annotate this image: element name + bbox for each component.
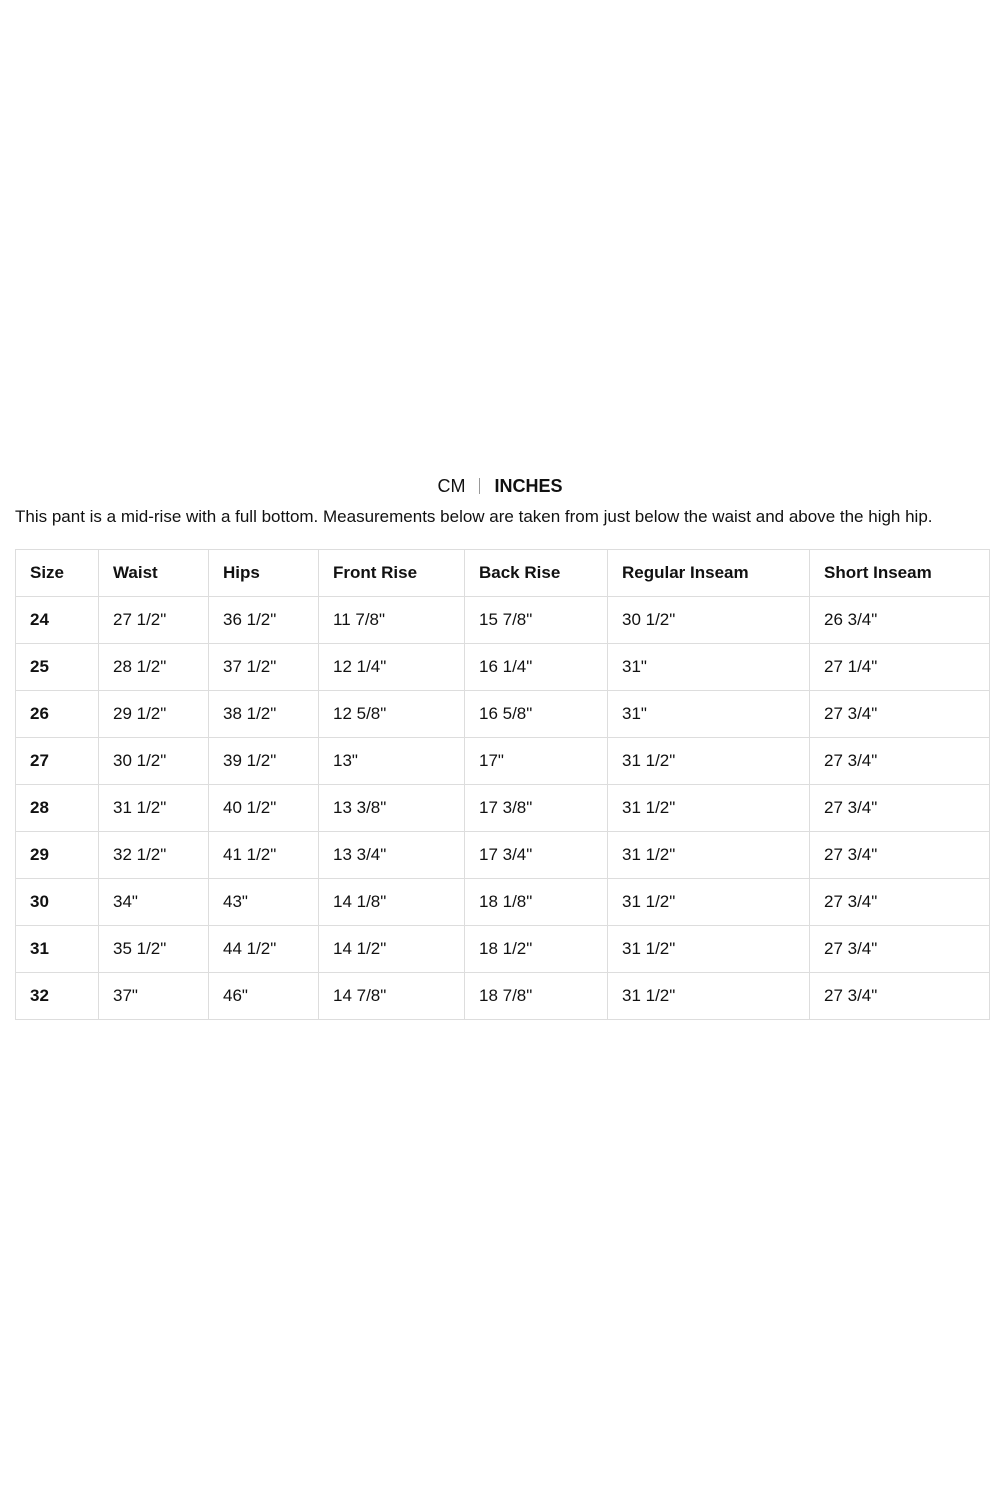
back-rise-cell: 15 7/8" [465,597,608,644]
back-rise-cell: 18 1/8" [465,879,608,926]
regular-inseam-cell: 31 1/2" [608,926,810,973]
back-rise-cell: 17 3/8" [465,785,608,832]
short-inseam-cell: 27 3/4" [810,926,990,973]
back-rise-cell: 18 1/2" [465,926,608,973]
unit-toggle-cm[interactable]: CM [437,476,466,497]
hips-cell: 39 1/2" [209,738,319,785]
waist-cell: 32 1/2" [99,832,209,879]
hips-cell: 44 1/2" [209,926,319,973]
short-inseam-cell: 27 3/4" [810,832,990,879]
column-header-hips: Hips [209,550,319,597]
hips-cell: 46" [209,973,319,1020]
size-cell: 24 [16,597,99,644]
hips-cell: 38 1/2" [209,691,319,738]
column-header-front-rise: Front Rise [319,550,465,597]
column-header-size: Size [16,550,99,597]
size-cell: 32 [16,973,99,1020]
regular-inseam-cell: 31" [608,644,810,691]
back-rise-cell: 17 3/4" [465,832,608,879]
front-rise-cell: 13 3/4" [319,832,465,879]
table-row [16,691,990,738]
short-inseam-cell: 27 3/4" [810,738,990,785]
short-inseam-cell: 27 3/4" [810,691,990,738]
front-rise-cell: 12 1/4" [319,644,465,691]
waist-cell: 35 1/2" [99,926,209,973]
back-rise-cell: 16 5/8" [465,691,608,738]
regular-inseam-cell: 31 1/2" [608,879,810,926]
waist-cell: 30 1/2" [99,738,209,785]
hips-cell: 43" [209,879,319,926]
column-header-regular-inseam: Regular Inseam [608,550,810,597]
front-rise-cell: 14 1/8" [319,879,465,926]
regular-inseam-cell: 31" [608,691,810,738]
waist-cell: 37" [99,973,209,1020]
size-cell: 28 [16,785,99,832]
waist-cell: 27 1/2" [99,597,209,644]
column-header-short-inseam: Short Inseam [810,550,990,597]
regular-inseam-cell: 31 1/2" [608,785,810,832]
unit-toggle-separator [479,478,480,494]
hips-cell: 36 1/2" [209,597,319,644]
front-rise-cell: 13" [319,738,465,785]
table-row [16,879,990,926]
table-row [16,832,990,879]
front-rise-cell: 14 7/8" [319,973,465,1020]
table-header-row [16,550,990,597]
short-inseam-cell: 27 1/4" [810,644,990,691]
size-cell: 31 [16,926,99,973]
column-header-waist: Waist [99,550,209,597]
size-chart-description: This pant is a mid-rise with a full bottom. Measurements below are taken from just below the waist and above the high hip. [15,507,933,526]
unit-toggle-inches[interactable]: INCHES [494,476,563,497]
front-rise-cell: 13 3/8" [319,785,465,832]
front-rise-cell: 12 5/8" [319,691,465,738]
size-cell: 29 [16,832,99,879]
front-rise-cell: 14 1/2" [319,926,465,973]
regular-inseam-cell: 31 1/2" [608,832,810,879]
column-header-back-rise: Back Rise [465,550,608,597]
table-row [16,973,990,1020]
regular-inseam-cell: 31 1/2" [608,738,810,785]
size-cell: 26 [16,691,99,738]
size-chart-table [15,549,990,1020]
short-inseam-cell: 27 3/4" [810,879,990,926]
short-inseam-cell: 27 3/4" [810,973,990,1020]
table-row [16,738,990,785]
waist-cell: 31 1/2" [99,785,209,832]
short-inseam-cell: 27 3/4" [810,785,990,832]
hips-cell: 37 1/2" [209,644,319,691]
hips-cell: 41 1/2" [209,832,319,879]
short-inseam-cell: 26 3/4" [810,597,990,644]
unit-toggle [0,474,1000,497]
size-cell: 30 [16,879,99,926]
waist-cell: 29 1/2" [99,691,209,738]
regular-inseam-cell: 30 1/2" [608,597,810,644]
table-row [16,597,990,644]
front-rise-cell: 11 7/8" [319,597,465,644]
waist-cell: 34" [99,879,209,926]
size-cell: 25 [16,644,99,691]
size-cell: 27 [16,738,99,785]
back-rise-cell: 16 1/4" [465,644,608,691]
hips-cell: 40 1/2" [209,785,319,832]
back-rise-cell: 18 7/8" [465,973,608,1020]
table-row [16,926,990,973]
table-body [16,597,990,1020]
regular-inseam-cell: 31 1/2" [608,973,810,1020]
table-row [16,785,990,832]
waist-cell: 28 1/2" [99,644,209,691]
back-rise-cell: 17" [465,738,608,785]
table-row [16,644,990,691]
